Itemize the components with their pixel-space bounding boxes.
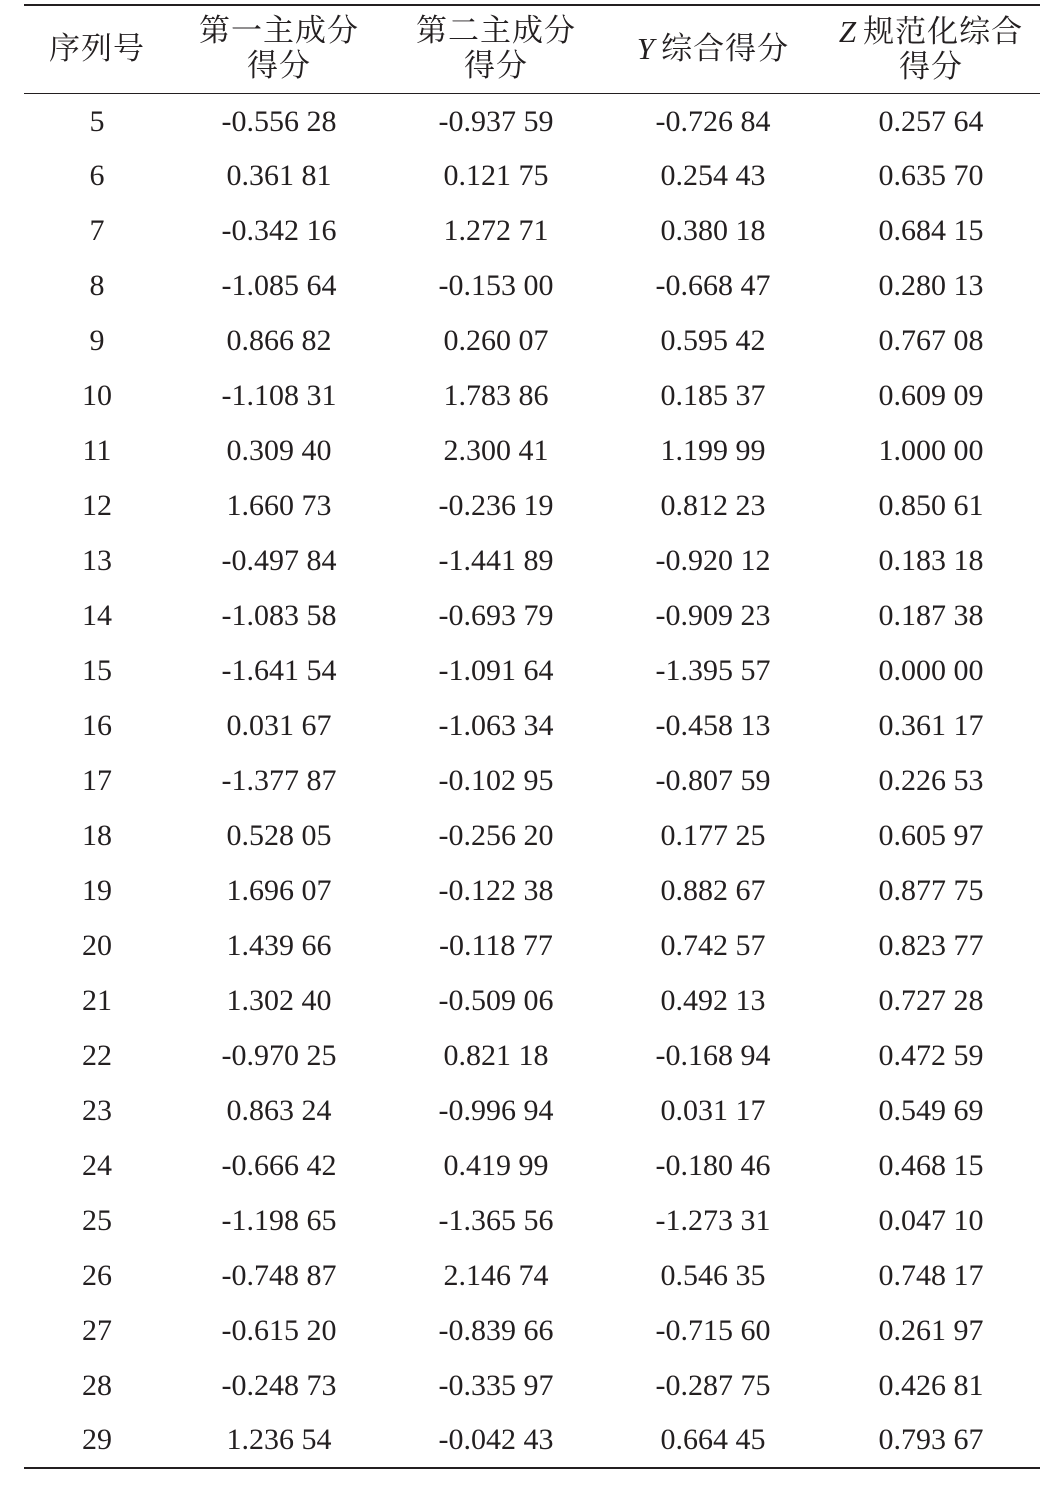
cell-first-component-score: 1.696 07 <box>226 873 332 907</box>
cell-y-composite-score: -0.807 59 <box>655 763 771 797</box>
cell-z-normalized-score: 0.549 69 <box>878 1093 984 1127</box>
cell-y-composite-score: -1.395 57 <box>655 653 771 687</box>
cell-y-composite-score: -0.909 23 <box>655 598 771 632</box>
cell-second-component-score: 2.146 74 <box>443 1258 549 1292</box>
cell-y-composite-score: 0.177 25 <box>660 818 766 852</box>
table-row <box>24 533 1040 588</box>
cell-z-normalized-score: 1.000 00 <box>878 433 984 467</box>
table-row <box>24 1413 1040 1468</box>
cell-first-component-score: -1.198 65 <box>221 1203 337 1237</box>
cell-second-component-score: -0.839 66 <box>438 1313 554 1347</box>
cell-z-normalized-score: 0.850 61 <box>878 488 984 522</box>
cell-second-component-score: 0.121 75 <box>443 158 549 192</box>
cell-first-component-score: 0.863 24 <box>226 1093 332 1127</box>
header-variable-symbol: Y <box>636 31 656 67</box>
score-table-container <box>24 4 1040 1469</box>
cell-z-normalized-score: 0.767 08 <box>878 323 984 357</box>
cell-serial-number: 8 <box>89 268 105 302</box>
cell-serial-number: 14 <box>82 598 112 632</box>
header-label: 序列号 <box>49 30 145 67</box>
cell-z-normalized-score: 0.261 97 <box>878 1313 984 1347</box>
cell-second-component-score: -0.236 19 <box>438 488 554 522</box>
cell-first-component-score: -0.248 73 <box>221 1368 337 1402</box>
header-label: 综合得分 <box>661 31 790 68</box>
cell-serial-number: 5 <box>89 104 105 138</box>
cell-y-composite-score: 0.380 18 <box>660 213 766 247</box>
table-row <box>24 203 1040 258</box>
cell-second-component-score: -0.042 43 <box>388 1413 604 1468</box>
table-row <box>24 313 1040 368</box>
table-row <box>24 1083 1040 1138</box>
cell-y-composite-score: 0.742 57 <box>660 928 766 962</box>
cell-serial-number: 16 <box>82 708 112 742</box>
cell-first-component-score: -0.615 20 <box>221 1313 337 1347</box>
cell-y-composite-score: -0.168 94 <box>655 1038 771 1072</box>
header-label-line1: 第二主成分 <box>416 13 576 50</box>
cell-second-component-score: -0.153 00 <box>438 268 554 302</box>
cell-serial-number: 22 <box>82 1038 112 1072</box>
cell-z-normalized-score: 0.823 77 <box>878 928 984 962</box>
cell-serial-number: 24 <box>82 1148 112 1182</box>
cell-second-component-score: -1.365 56 <box>438 1203 554 1237</box>
cell-serial-number: 28 <box>82 1368 112 1402</box>
table-row <box>24 478 1040 533</box>
cell-z-normalized-score: 0.187 38 <box>878 598 984 632</box>
cell-second-component-score: -0.118 77 <box>439 928 553 962</box>
cell-y-composite-score: -0.458 13 <box>655 708 771 742</box>
cell-first-component-score: -1.377 87 <box>221 763 337 797</box>
cell-y-composite-score: -0.287 75 <box>655 1368 771 1402</box>
table-row <box>24 1248 1040 1303</box>
header-second-component-score <box>388 5 604 93</box>
table-row <box>24 643 1040 698</box>
cell-second-component-score: -0.122 38 <box>438 873 554 907</box>
cell-first-component-score: 1.236 54 <box>170 1413 388 1468</box>
cell-serial-number: 18 <box>82 818 112 852</box>
cell-z-normalized-score: 0.468 15 <box>878 1148 984 1182</box>
cell-second-component-score: -1.091 64 <box>438 653 554 687</box>
cell-serial-number: 23 <box>82 1093 112 1127</box>
header-label-line2: 得分 <box>464 48 528 85</box>
cell-serial-number: 12 <box>82 488 112 522</box>
cell-first-component-score: 0.866 82 <box>226 323 332 357</box>
cell-first-component-score: 1.439 66 <box>226 928 332 962</box>
cell-first-component-score: -1.108 31 <box>221 378 337 412</box>
table-row <box>24 93 1040 148</box>
cell-z-normalized-score: 0.257 64 <box>878 104 984 138</box>
cell-y-composite-score: 0.031 17 <box>660 1093 766 1127</box>
cell-z-normalized-score: 0.280 13 <box>878 268 984 302</box>
cell-z-normalized-score: 0.183 18 <box>878 543 984 577</box>
table-row <box>24 588 1040 643</box>
table-row <box>24 368 1040 423</box>
table-row <box>24 698 1040 753</box>
cell-z-normalized-score: 0.605 97 <box>878 818 984 852</box>
cell-y-composite-score: 1.199 99 <box>660 433 766 467</box>
header-y-composite-score <box>604 5 822 93</box>
cell-z-normalized-score: 0.793 67 <box>822 1413 1040 1468</box>
cell-first-component-score: -0.497 84 <box>221 543 337 577</box>
cell-second-component-score: 0.821 18 <box>443 1038 549 1072</box>
table-row <box>24 753 1040 808</box>
cell-second-component-score: -0.693 79 <box>438 598 554 632</box>
table-row <box>24 973 1040 1028</box>
cell-serial-number: 11 <box>82 433 112 467</box>
cell-y-composite-score: -0.715 60 <box>655 1313 771 1347</box>
cell-serial-number: 25 <box>82 1203 112 1237</box>
cell-second-component-score: 0.260 07 <box>443 323 549 357</box>
table-row <box>24 1138 1040 1193</box>
header-label-line2: 得分 <box>247 48 311 85</box>
cell-z-normalized-score: 0.226 53 <box>878 763 984 797</box>
header-label-line1: 第一主成分 <box>199 13 359 50</box>
cell-serial-number: 7 <box>89 213 105 247</box>
cell-second-component-score: -0.256 20 <box>438 818 554 852</box>
cell-serial-number: 6 <box>89 158 105 192</box>
cell-serial-number: 29 <box>24 1413 170 1468</box>
cell-serial-number: 17 <box>82 763 112 797</box>
header-label-line2: 得分 <box>899 48 963 85</box>
cell-y-composite-score: -1.273 31 <box>655 1203 771 1237</box>
cell-z-normalized-score: 0.426 81 <box>878 1368 984 1402</box>
cell-y-composite-score: 0.664 45 <box>604 1413 822 1468</box>
cell-serial-number: 9 <box>89 323 105 357</box>
cell-first-component-score: -1.641 54 <box>221 653 337 687</box>
cell-y-composite-score: -0.726 84 <box>655 104 771 138</box>
cell-serial-number: 19 <box>82 873 112 907</box>
cell-second-component-score: -1.441 89 <box>438 543 554 577</box>
table-row <box>24 258 1040 313</box>
cell-y-composite-score: 0.492 13 <box>660 983 766 1017</box>
cell-y-composite-score: 0.882 67 <box>660 873 766 907</box>
cell-z-normalized-score: 0.472 59 <box>878 1038 984 1072</box>
table-header <box>24 5 1040 93</box>
cell-y-composite-score: 0.546 35 <box>660 1258 766 1292</box>
cell-second-component-score: 0.419 99 <box>443 1148 549 1182</box>
cell-first-component-score: -0.556 28 <box>221 104 337 138</box>
cell-serial-number: 15 <box>82 653 112 687</box>
cell-first-component-score: -0.666 42 <box>221 1148 337 1182</box>
cell-second-component-score: 1.783 86 <box>443 378 549 412</box>
cell-z-normalized-score: 0.000 00 <box>878 653 984 687</box>
cell-z-normalized-score: 0.361 17 <box>878 708 984 742</box>
table-body <box>24 93 1040 1468</box>
cell-first-component-score: -1.085 64 <box>221 268 337 302</box>
table-row <box>24 1358 1040 1413</box>
cell-first-component-score: 0.309 40 <box>226 433 332 467</box>
cell-y-composite-score: 0.185 37 <box>660 378 766 412</box>
cell-second-component-score: 1.272 71 <box>443 213 549 247</box>
table-row <box>24 863 1040 918</box>
cell-z-normalized-score: 0.635 70 <box>878 158 984 192</box>
table-row <box>24 1193 1040 1248</box>
cell-second-component-score: -1.063 34 <box>438 708 554 742</box>
cell-first-component-score: 0.361 81 <box>226 158 332 192</box>
cell-serial-number: 10 <box>82 378 112 412</box>
cell-y-composite-score: -0.920 12 <box>655 543 771 577</box>
cell-z-normalized-score: 0.877 75 <box>878 873 984 907</box>
header-row <box>24 5 1040 93</box>
table-row <box>24 918 1040 973</box>
cell-first-component-score: -0.342 16 <box>221 213 337 247</box>
cell-serial-number: 26 <box>82 1258 112 1292</box>
cell-y-composite-score: 0.254 43 <box>660 158 766 192</box>
cell-serial-number: 13 <box>82 543 112 577</box>
cell-y-composite-score: 0.812 23 <box>660 488 766 522</box>
cell-second-component-score: -0.937 59 <box>438 104 554 138</box>
cell-z-normalized-score: 0.609 09 <box>878 378 984 412</box>
cell-first-component-score: 1.302 40 <box>226 983 332 1017</box>
score-table <box>24 4 1040 1469</box>
table-row <box>24 1028 1040 1083</box>
cell-first-component-score: -1.083 58 <box>221 598 337 632</box>
cell-second-component-score: -0.102 95 <box>438 763 554 797</box>
cell-second-component-score: -0.335 97 <box>438 1368 554 1402</box>
header-serial-number <box>24 5 170 93</box>
cell-first-component-score: 1.660 73 <box>226 488 332 522</box>
cell-second-component-score: -0.996 94 <box>438 1093 554 1127</box>
cell-second-component-score: 2.300 41 <box>443 433 549 467</box>
header-first-component-score <box>170 5 388 93</box>
header-z-normalized-score <box>822 5 1040 93</box>
table-row <box>24 423 1040 478</box>
cell-first-component-score: -0.748 87 <box>221 1258 337 1292</box>
cell-z-normalized-score: 0.748 17 <box>878 1258 984 1292</box>
cell-y-composite-score: -0.668 47 <box>655 268 771 302</box>
cell-z-normalized-score: 0.047 10 <box>878 1203 984 1237</box>
cell-first-component-score: -0.970 25 <box>221 1038 337 1072</box>
cell-y-composite-score: -0.180 46 <box>655 1148 771 1182</box>
table-row <box>24 1303 1040 1358</box>
cell-z-normalized-score: 0.727 28 <box>878 983 984 1017</box>
cell-second-component-score: -0.509 06 <box>438 983 554 1017</box>
cell-z-normalized-score: 0.684 15 <box>878 213 984 247</box>
table-row <box>24 808 1040 863</box>
cell-first-component-score: 0.031 67 <box>226 708 332 742</box>
cell-first-component-score: 0.528 05 <box>226 818 332 852</box>
cell-serial-number: 21 <box>82 983 112 1017</box>
header-variable-symbol: Z <box>838 13 858 49</box>
cell-serial-number: 20 <box>82 928 112 962</box>
header-label-line1: 规范化综合 <box>863 13 1024 50</box>
table-row <box>24 148 1040 203</box>
cell-y-composite-score: 0.595 42 <box>660 323 766 357</box>
cell-serial-number: 27 <box>82 1313 112 1347</box>
